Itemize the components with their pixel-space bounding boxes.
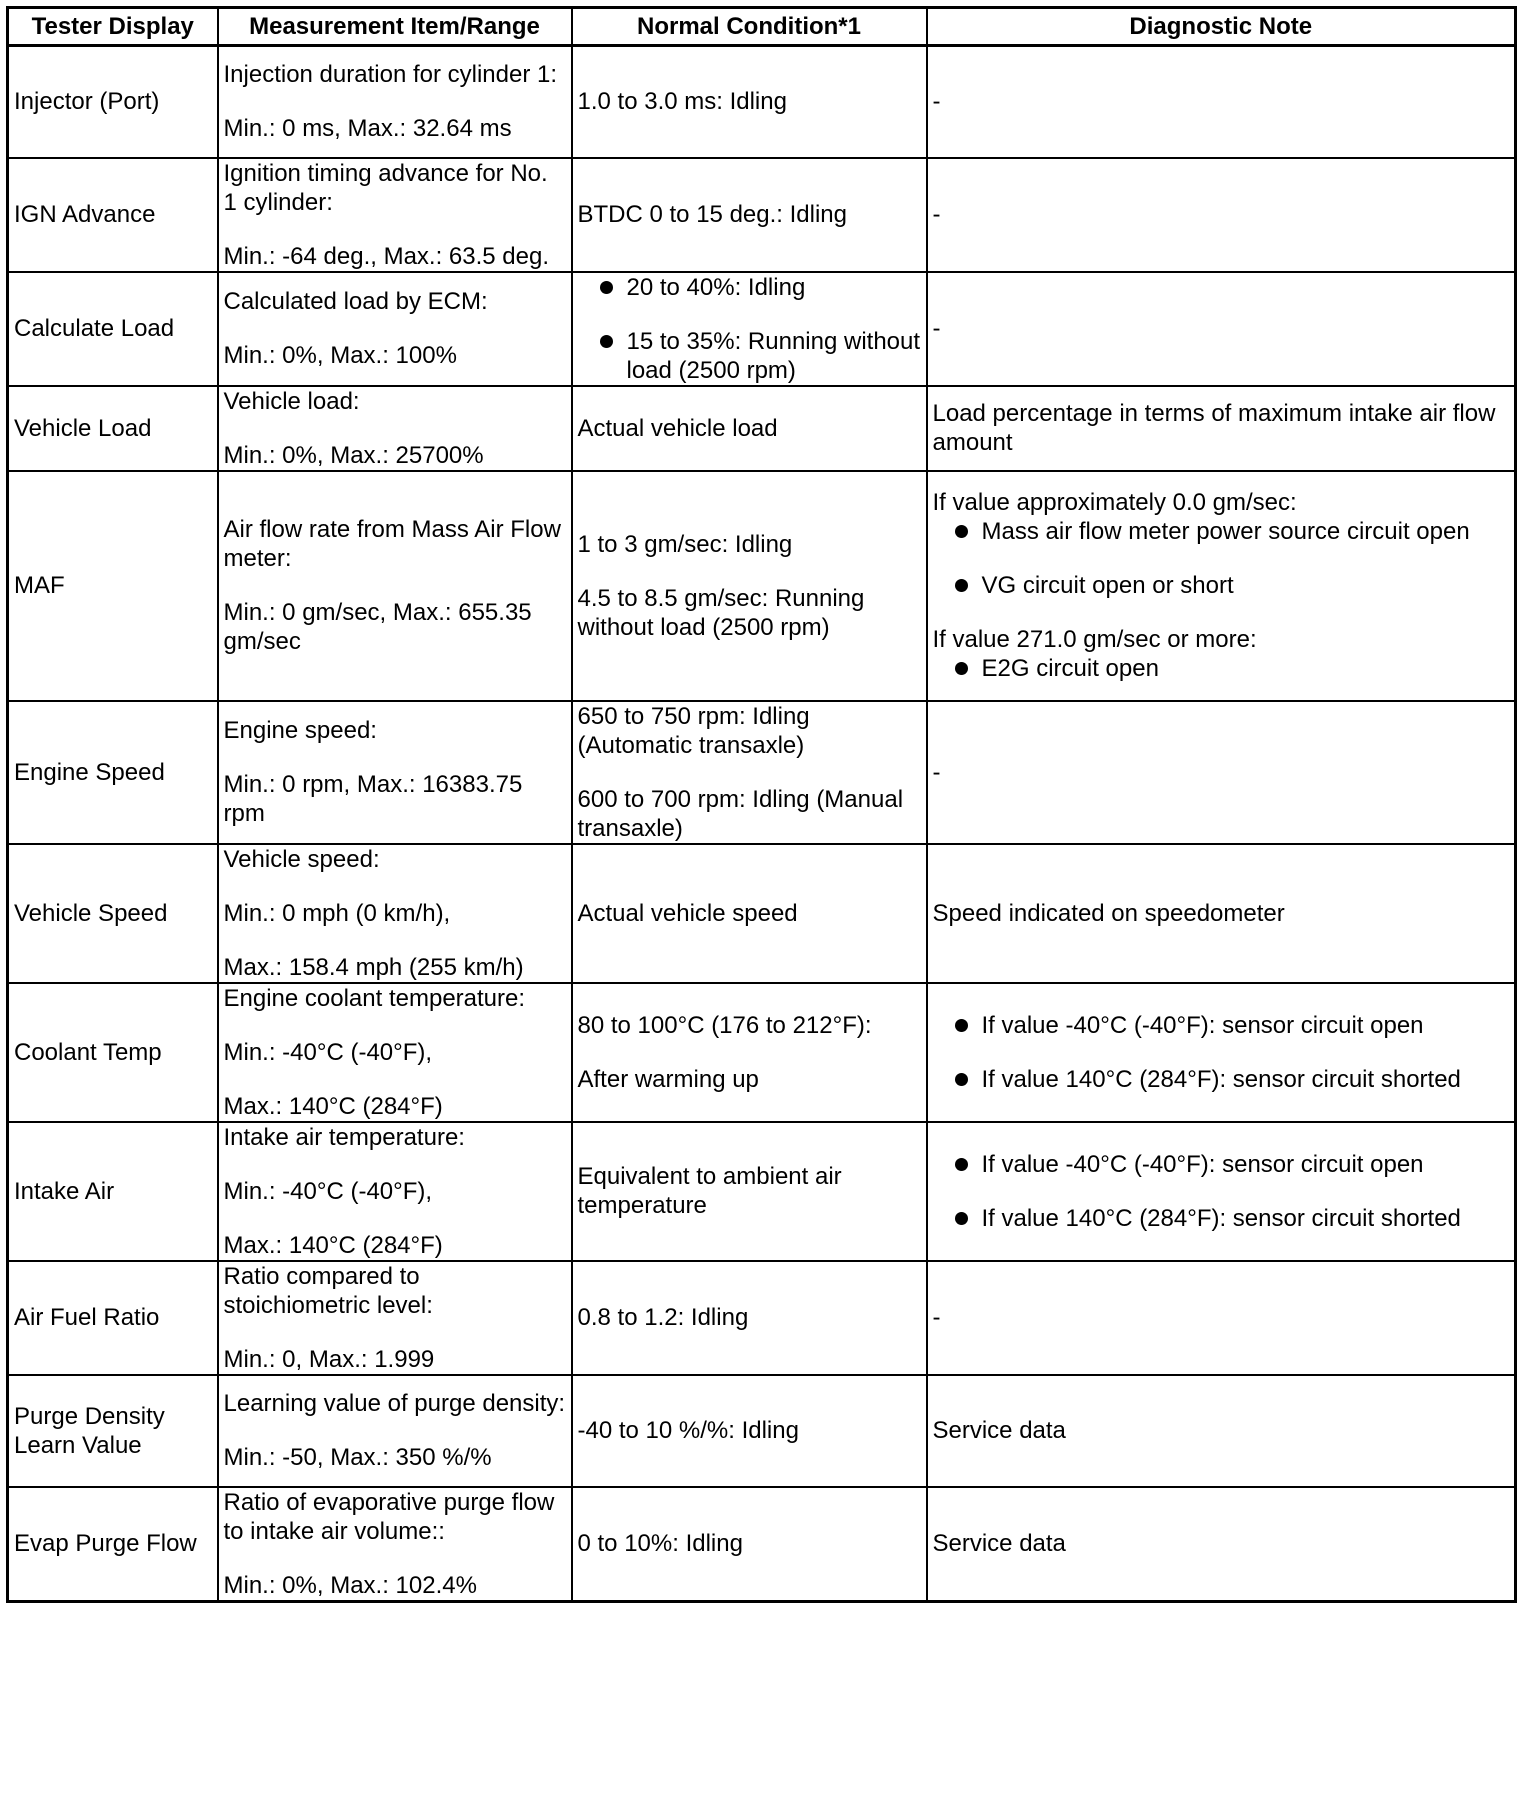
table-row <box>8 1487 1516 1602</box>
diagnostic-note-cell: Speed indicated on speedometer <box>927 844 1516 983</box>
table-row <box>8 272 1516 386</box>
list-item: If value -40°C (-40°F): sensor circuit open <box>933 1011 1510 1040</box>
diagnostic-note-cell: - <box>927 158 1516 272</box>
measurement-item-cell: Intake air temperature: Min.: -40°C (-40°F), Max.: 140°C (284°F) <box>218 1122 572 1261</box>
bullet-list <box>933 1011 1510 1094</box>
header-tester-display: Tester Display <box>8 8 218 46</box>
list-item: E2G circuit open <box>933 654 1510 683</box>
tester-display-cell: Vehicle Load <box>8 386 218 471</box>
normal-condition-cell: 1.0 to 3.0 ms: Idling <box>572 46 927 158</box>
tester-display-cell: Intake Air <box>8 1122 218 1261</box>
tester-display-cell: Coolant Temp <box>8 983 218 1122</box>
list-item: 15 to 35%: Running without load (2500 rpm) <box>578 327 921 385</box>
measurement-item-cell: Injection duration for cylinder 1: Min.: 0 ms, Max.: 32.64 ms <box>218 46 572 158</box>
tester-display-cell: Evap Purge Flow <box>8 1487 218 1602</box>
measurement-item-cell: Ignition timing advance for No. 1 cylinder: Min.: -64 deg., Max.: 63.5 deg. <box>218 158 572 272</box>
measurement-item-cell: Ratio of evaporative purge flow to intake air volume:: Min.: 0%, Max.: 102.4% <box>218 1487 572 1602</box>
data-list-table <box>6 6 1517 1603</box>
table-row <box>8 158 1516 272</box>
bullet-list <box>933 1150 1510 1233</box>
list-item: If value 140°C (284°F): sensor circuit shorted <box>933 1204 1510 1233</box>
tester-display-cell: Air Fuel Ratio <box>8 1261 218 1375</box>
bullet-list <box>933 654 1510 683</box>
measurement-item-cell: Calculated load by ECM: Min.: 0%, Max.: 100% <box>218 272 572 386</box>
normal-condition-cell: 80 to 100°C (176 to 212°F): After warming up <box>572 983 927 1122</box>
table-row <box>8 1122 1516 1261</box>
tester-display-cell: Purge Density Learn Value <box>8 1375 218 1487</box>
measurement-item-cell: Vehicle load: Min.: 0%, Max.: 25700% <box>218 386 572 471</box>
diagnostic-note-cell: - <box>927 701 1516 844</box>
table-row <box>8 1261 1516 1375</box>
measurement-item-cell: Air flow rate from Mass Air Flow meter: Min.: 0 gm/sec, Max.: 655.35 gm/sec <box>218 471 572 701</box>
tester-display-cell: IGN Advance <box>8 158 218 272</box>
diagnostic-note-cell <box>927 1122 1516 1261</box>
list-item: VG circuit open or short <box>933 571 1510 600</box>
diagnostic-note-cell: - <box>927 1261 1516 1375</box>
table-row <box>8 471 1516 701</box>
normal-condition-cell: Actual vehicle speed <box>572 844 927 983</box>
normal-condition-cell: Actual vehicle load <box>572 386 927 471</box>
header-measurement-item: Measurement Item/Range <box>218 8 572 46</box>
tester-display-cell: Engine Speed <box>8 701 218 844</box>
header-normal-condition: Normal Condition*1 <box>572 8 927 46</box>
header-diagnostic-note: Diagnostic Note <box>927 8 1516 46</box>
table-row <box>8 46 1516 158</box>
normal-condition-cell <box>572 272 927 386</box>
data-list-table-container <box>6 6 1517 1603</box>
normal-condition-cell: 0.8 to 1.2: Idling <box>572 1261 927 1375</box>
table-row <box>8 701 1516 844</box>
table-row <box>8 983 1516 1122</box>
measurement-item-cell: Vehicle speed: Min.: 0 mph (0 km/h), Max.: 158.4 mph (255 km/h) <box>218 844 572 983</box>
normal-condition-cell: Equivalent to ambient air temperature <box>572 1122 927 1261</box>
tester-display-cell: Calculate Load <box>8 272 218 386</box>
list-item: If value 140°C (284°F): sensor circuit shorted <box>933 1065 1510 1094</box>
normal-condition-cell: -40 to 10 %/%: Idling <box>572 1375 927 1487</box>
table-row <box>8 1375 1516 1487</box>
measurement-item-cell: Ratio compared to stoichiometric level: Min.: 0, Max.: 1.999 <box>218 1261 572 1375</box>
diagnostic-note-cell: - <box>927 272 1516 386</box>
diagnostic-note-cell: Service data <box>927 1375 1516 1487</box>
diagnostic-note-cell: Load percentage in terms of maximum intake air flow amount <box>927 386 1516 471</box>
measurement-item-cell: Engine coolant temperature: Min.: -40°C (-40°F), Max.: 140°C (284°F) <box>218 983 572 1122</box>
measurement-item-cell: Engine speed: Min.: 0 rpm, Max.: 16383.75 rpm <box>218 701 572 844</box>
bullet-list <box>578 273 921 385</box>
normal-condition-cell: 1 to 3 gm/sec: Idling 4.5 to 8.5 gm/sec: Running without load (2500 rpm) <box>572 471 927 701</box>
list-item: Mass air flow meter power source circuit open <box>933 517 1510 546</box>
table-row <box>8 844 1516 983</box>
tester-display-cell: MAF <box>8 471 218 701</box>
normal-condition-cell: 650 to 750 rpm: Idling (Automatic transaxle) 600 to 700 rpm: Idling (Manual transaxle) <box>572 701 927 844</box>
diagnostic-note-cell: Service data <box>927 1487 1516 1602</box>
tester-display-cell: Injector (Port) <box>8 46 218 158</box>
header-row <box>8 8 1516 46</box>
bullet-list <box>933 517 1510 600</box>
diagnostic-note-cell: - <box>927 46 1516 158</box>
list-item: If value -40°C (-40°F): sensor circuit open <box>933 1150 1510 1179</box>
list-item: 20 to 40%: Idling <box>578 273 921 302</box>
table-row <box>8 386 1516 471</box>
normal-condition-cell: 0 to 10%: Idling <box>572 1487 927 1602</box>
tester-display-cell: Vehicle Speed <box>8 844 218 983</box>
diagnostic-note-cell <box>927 983 1516 1122</box>
normal-condition-cell: BTDC 0 to 15 deg.: Idling <box>572 158 927 272</box>
measurement-item-cell: Learning value of purge density: Min.: -50, Max.: 350 %/% <box>218 1375 572 1487</box>
diagnostic-note-cell: If value approximately 0.0 gm/sec: Mass air flow meter power source circuit open VG circuit open or short If value 271.0 gm/sec or more: E2G circuit open <box>927 471 1516 701</box>
